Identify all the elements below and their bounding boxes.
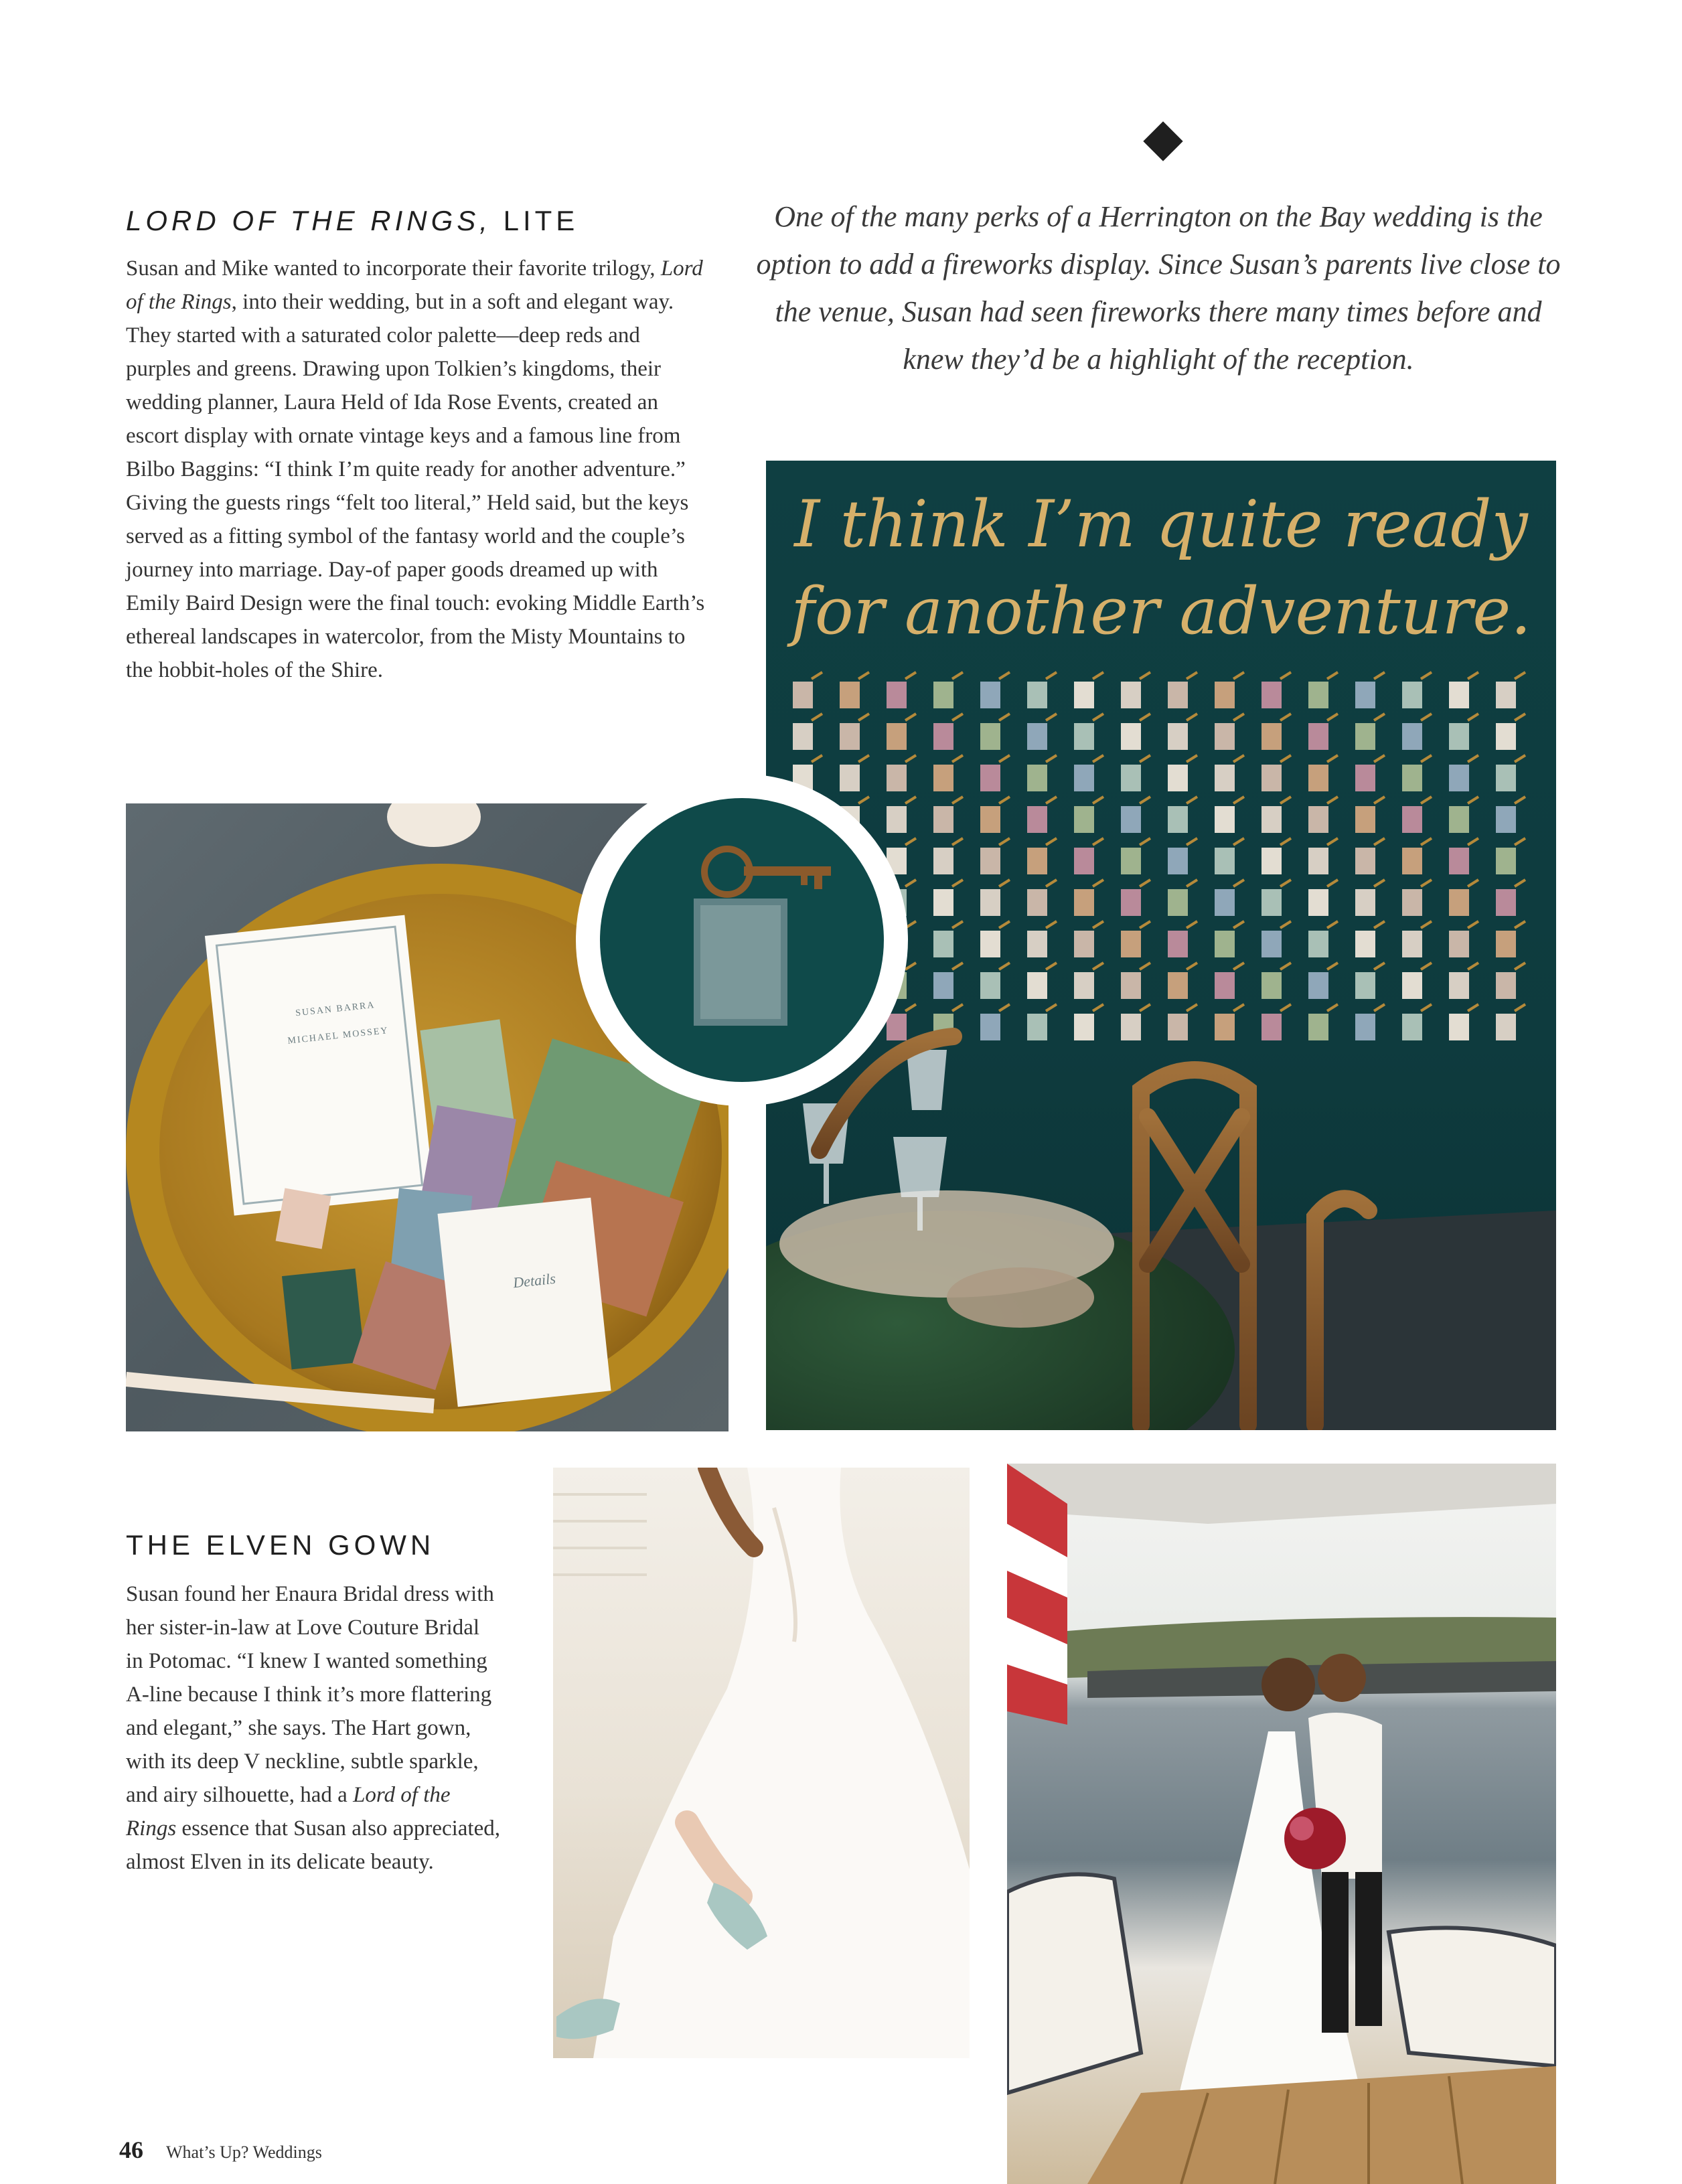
bride-shoe-illustration xyxy=(553,1468,970,2058)
invitation-name-1: SUSAN BARRA xyxy=(295,1000,376,1019)
body-text-part: Susan and Mike wanted to incorporate their favorite trilogy, xyxy=(126,256,661,281)
section-body-lotr xyxy=(126,252,708,687)
body-text-part: essence that Susan also appreciated, almost Elven in its delicate beauty. xyxy=(126,1816,500,1874)
section-heading-lotr xyxy=(126,205,579,237)
bride-shoe-photo xyxy=(553,1468,970,2058)
body-text-part: Susan found her Enaura Bridal dress with her sister-in-law at Love Couture Bridal in Potomac. “I knew I wanted something A-line because I think it’s more flattering and elegant,” she says. The Hart gown, with its deep V neckline, subtle sparkle, and airy silhouette, had a xyxy=(126,1582,494,1807)
pull-quote: One of the many perks of a Herrington on the Bay wedding is the option to add a fireworks display. Since Susan’s parents live close to the venue, Susan had seen fireworks there many times before and knew they’d be a highlight of the reception. xyxy=(756,200,1561,376)
invitation-name-2: MICHAEL MOSSEY xyxy=(287,1026,390,1046)
section-body-gown xyxy=(126,1577,501,1879)
body-book-title: Lord of the Rings xyxy=(126,1783,451,1841)
key-detail-inset-photo xyxy=(576,774,908,1106)
couple-boat-photo xyxy=(1007,1464,1556,2184)
page-number: 46 xyxy=(119,2136,143,2163)
escort-sign-line-1: I think I’m quite ready xyxy=(794,487,1528,562)
couple-boat-illustration xyxy=(1007,1464,1556,2184)
body-text-part: , into their wedding, but in a soft and elegant way. They started with a saturated color palette—deep reds and purples and greens. Drawing upon Tolkien’s kingdoms, their wedding planner, Laura Held of Ida Rose Events, created an escort display with ornate vintage keys and a famous line from Bilbo Baggins: “I think I’m quite ready for another adventure.” Giving the guests rings “felt too literal,” Held said, but the keys served as a fitting symbol of the fantasy world and the couple’s journey into marriage. Day-of paper goods dreamed up with Emily Baird Design were the final touch: evoking Middle Earth’s ethereal landscapes in watercolor, from the Misty Mountains to the hobbit-holes of the Shire. xyxy=(126,290,705,682)
escort-sign-line-2: for another adventure. xyxy=(791,574,1531,649)
heading-rest-part: LITE xyxy=(491,205,579,236)
details-card-title: Details xyxy=(512,1269,556,1292)
key-card-illustration xyxy=(600,798,884,1082)
escort-card-grid xyxy=(793,672,1525,1040)
magazine-name: What’s Up? Weddings xyxy=(166,2142,322,2162)
heading-italic-part: LORD OF THE RINGS, xyxy=(126,205,491,236)
body-book-title: Lord of the Rings xyxy=(126,256,703,314)
escort-sign xyxy=(766,481,1556,655)
diamond-ornament-icon xyxy=(1143,121,1182,161)
key-detail-image xyxy=(600,798,884,1082)
section-heading-gown: THE ELVEN GOWN xyxy=(126,1529,435,1561)
